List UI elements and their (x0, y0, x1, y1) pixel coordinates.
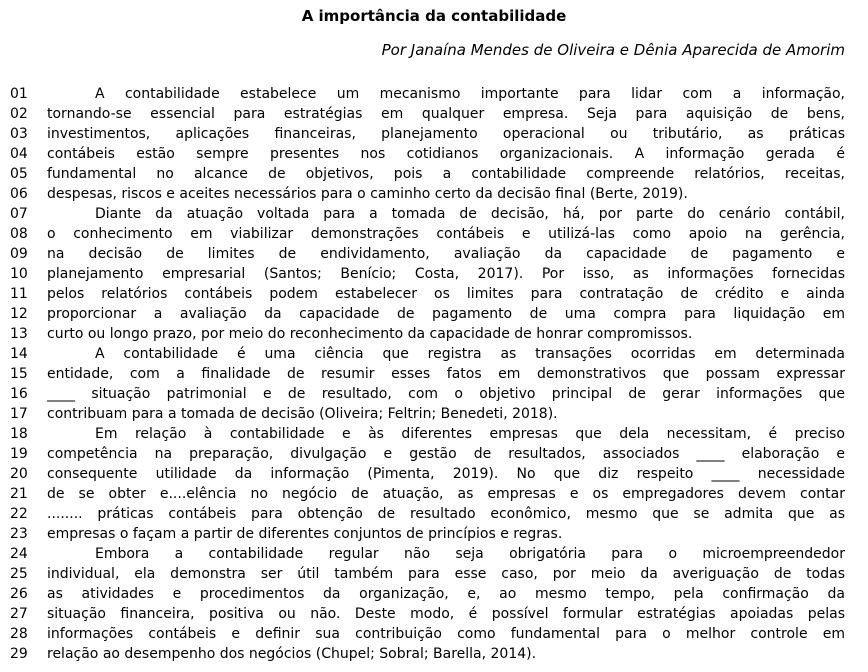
text-line (10, 544, 845, 564)
text-line (10, 484, 845, 504)
line-text: curto ou longo prazo, por meio do reconhecimento da capacidade de honrar compromissos. (47, 326, 693, 342)
text-line (10, 264, 845, 284)
line-number: 08 (10, 226, 28, 242)
text-line (10, 404, 845, 424)
line-number: 15 (10, 366, 28, 382)
line-number: 23 (10, 526, 28, 542)
text-line (10, 624, 845, 644)
text-line (10, 584, 845, 604)
line-number: 26 (10, 586, 28, 602)
line-text: contábeis estão sempre presentes nos cotidianos organizacionais. A informação gerada é (47, 146, 845, 162)
line-number: 04 (10, 146, 28, 162)
line-number: 18 (10, 426, 28, 442)
line-number: 03 (10, 126, 28, 142)
text-line (10, 524, 845, 544)
text-line (10, 224, 845, 244)
text-line (10, 284, 845, 304)
line-text: consequente utilidade da informação (Pimenta, 2019). No que diz respeito ____ necessidade (47, 466, 845, 482)
line-text: Em relação à contabilidade e às diferentes empresas que dela necessitam, é preciso (95, 426, 845, 442)
line-text: o conhecimento em viabilizar demonstrações contábeis e utilizá-las como apoio na gerência, (47, 226, 845, 242)
line-number: 11 (10, 286, 28, 302)
line-number: 12 (10, 306, 28, 322)
line-text: relação ao desempenho dos negócios (Chupel; Sobral; Barella, 2014). (47, 646, 537, 662)
line-text: informações contábeis e definir sua contribuição como fundamental para o melhor controle em (47, 626, 845, 642)
byline: Por Janaína Mendes de Oliveira e Dênia Aparecida de Amorim (381, 41, 845, 59)
text-line (10, 644, 845, 664)
line-number: 16 (10, 386, 28, 402)
line-text: A contabilidade estabelece um mecanismo importante para lidar com a informação, (95, 86, 845, 102)
line-text: entidade, com a finalidade de resumir esses fatos em demonstrativos que possam expressar (47, 366, 845, 382)
line-text: tornando-se essencial para estratégias em qualquer empresa. Seja para aquisição de bens, (47, 106, 845, 122)
line-text: ____ situação patrimonial e de resultado, com o objetivo principal de gerar informações que (47, 386, 845, 402)
text-line (10, 164, 845, 184)
line-number: 19 (10, 446, 28, 462)
line-number: 07 (10, 206, 28, 222)
line-text: A contabilidade é uma ciência que registra as transações ocorridas em determinada (95, 346, 845, 362)
line-text: situação financeira, positiva ou não. Deste modo, é possível formular estratégias apoiadas pelas (47, 606, 845, 622)
text-line (10, 84, 845, 104)
text-line (10, 324, 845, 344)
text-line (10, 364, 845, 384)
line-text: investimentos, aplicações financeiras, planejamento operacional ou tributário, as práticas (47, 126, 845, 142)
line-number: 13 (10, 326, 28, 342)
line-text: Diante da atuação voltada para a tomada de decisão, há, por parte do cenário contábil, (95, 206, 845, 222)
text-line (10, 204, 845, 224)
text-line (10, 504, 845, 524)
text-line (10, 384, 845, 404)
line-number: 10 (10, 266, 28, 282)
line-number: 22 (10, 506, 28, 522)
text-line (10, 184, 845, 204)
line-number: 17 (10, 406, 28, 422)
page-title: A importância da contabilidade (301, 7, 567, 25)
text-line (10, 124, 845, 144)
text-line (10, 104, 845, 124)
line-text: despesas, riscos e aceites necessários para o caminho certo da decisão final (Berte, 2019). (47, 186, 688, 202)
text-line (10, 144, 845, 164)
line-number: 25 (10, 566, 28, 582)
line-text: individual, ela demonstra ser útil também para esse caso, por meio da averiguação de todas (47, 566, 845, 582)
text-line (10, 604, 845, 624)
line-number: 05 (10, 166, 28, 182)
line-text: Embora a contabilidade regular não seja obrigatória para o microempreendedor (95, 546, 845, 562)
line-number: 02 (10, 106, 28, 122)
line-number: 21 (10, 486, 28, 502)
lines-container (0, 84, 868, 664)
line-number: 24 (10, 546, 28, 562)
line-number: 14 (10, 346, 28, 362)
text-line (10, 244, 845, 264)
line-text: de se obter e....elência no negócio de atuação, as empresas e os empregadores devem contar (47, 486, 845, 502)
line-text: fundamental no alcance de objetivos, pois a contabilidade compreende relatórios, receitas, (47, 166, 845, 182)
line-text: pelos relatórios contábeis podem estabelecer os limites para contratação de crédito e ainda (47, 286, 845, 302)
line-text: ........ práticas contábeis para obtenção de resultado econômico, mesmo que se admita que as (47, 506, 845, 522)
line-number: 29 (10, 646, 28, 662)
text-line (10, 424, 845, 444)
text-line (10, 464, 845, 484)
text-line (10, 564, 845, 584)
line-text: contribuam para a tomada de decisão (Oliveira; Feltrin; Benedeti, 2018). (47, 406, 558, 422)
line-number: 01 (10, 86, 28, 102)
line-text: empresas o façam a partir de diferentes conjuntos de princípios e regras. (47, 526, 563, 542)
text-line (10, 444, 845, 464)
text-line (10, 344, 845, 364)
text-line (10, 304, 845, 324)
line-number: 09 (10, 246, 28, 262)
line-number: 28 (10, 626, 28, 642)
line-text: na decisão de limites de endividamento, avaliação da capacidade de pagamento e (47, 246, 845, 262)
line-text: proporcionar a avaliação da capacidade de pagamento de uma compra para liquidação em (47, 306, 845, 322)
line-text: competência na preparação, divulgação e gestão de resultados, associados ____ elaboração e (47, 446, 845, 462)
line-text: planejamento empresarial (Santos; Benício; Costa, 2017). Por isso, as informações fornecidas (47, 266, 845, 282)
line-number: 27 (10, 606, 28, 622)
line-text: as atividades e procedimentos da organização, e, ao mesmo tempo, pela confirmação da (47, 586, 845, 602)
line-number: 20 (10, 466, 28, 482)
line-number: 06 (10, 186, 28, 202)
